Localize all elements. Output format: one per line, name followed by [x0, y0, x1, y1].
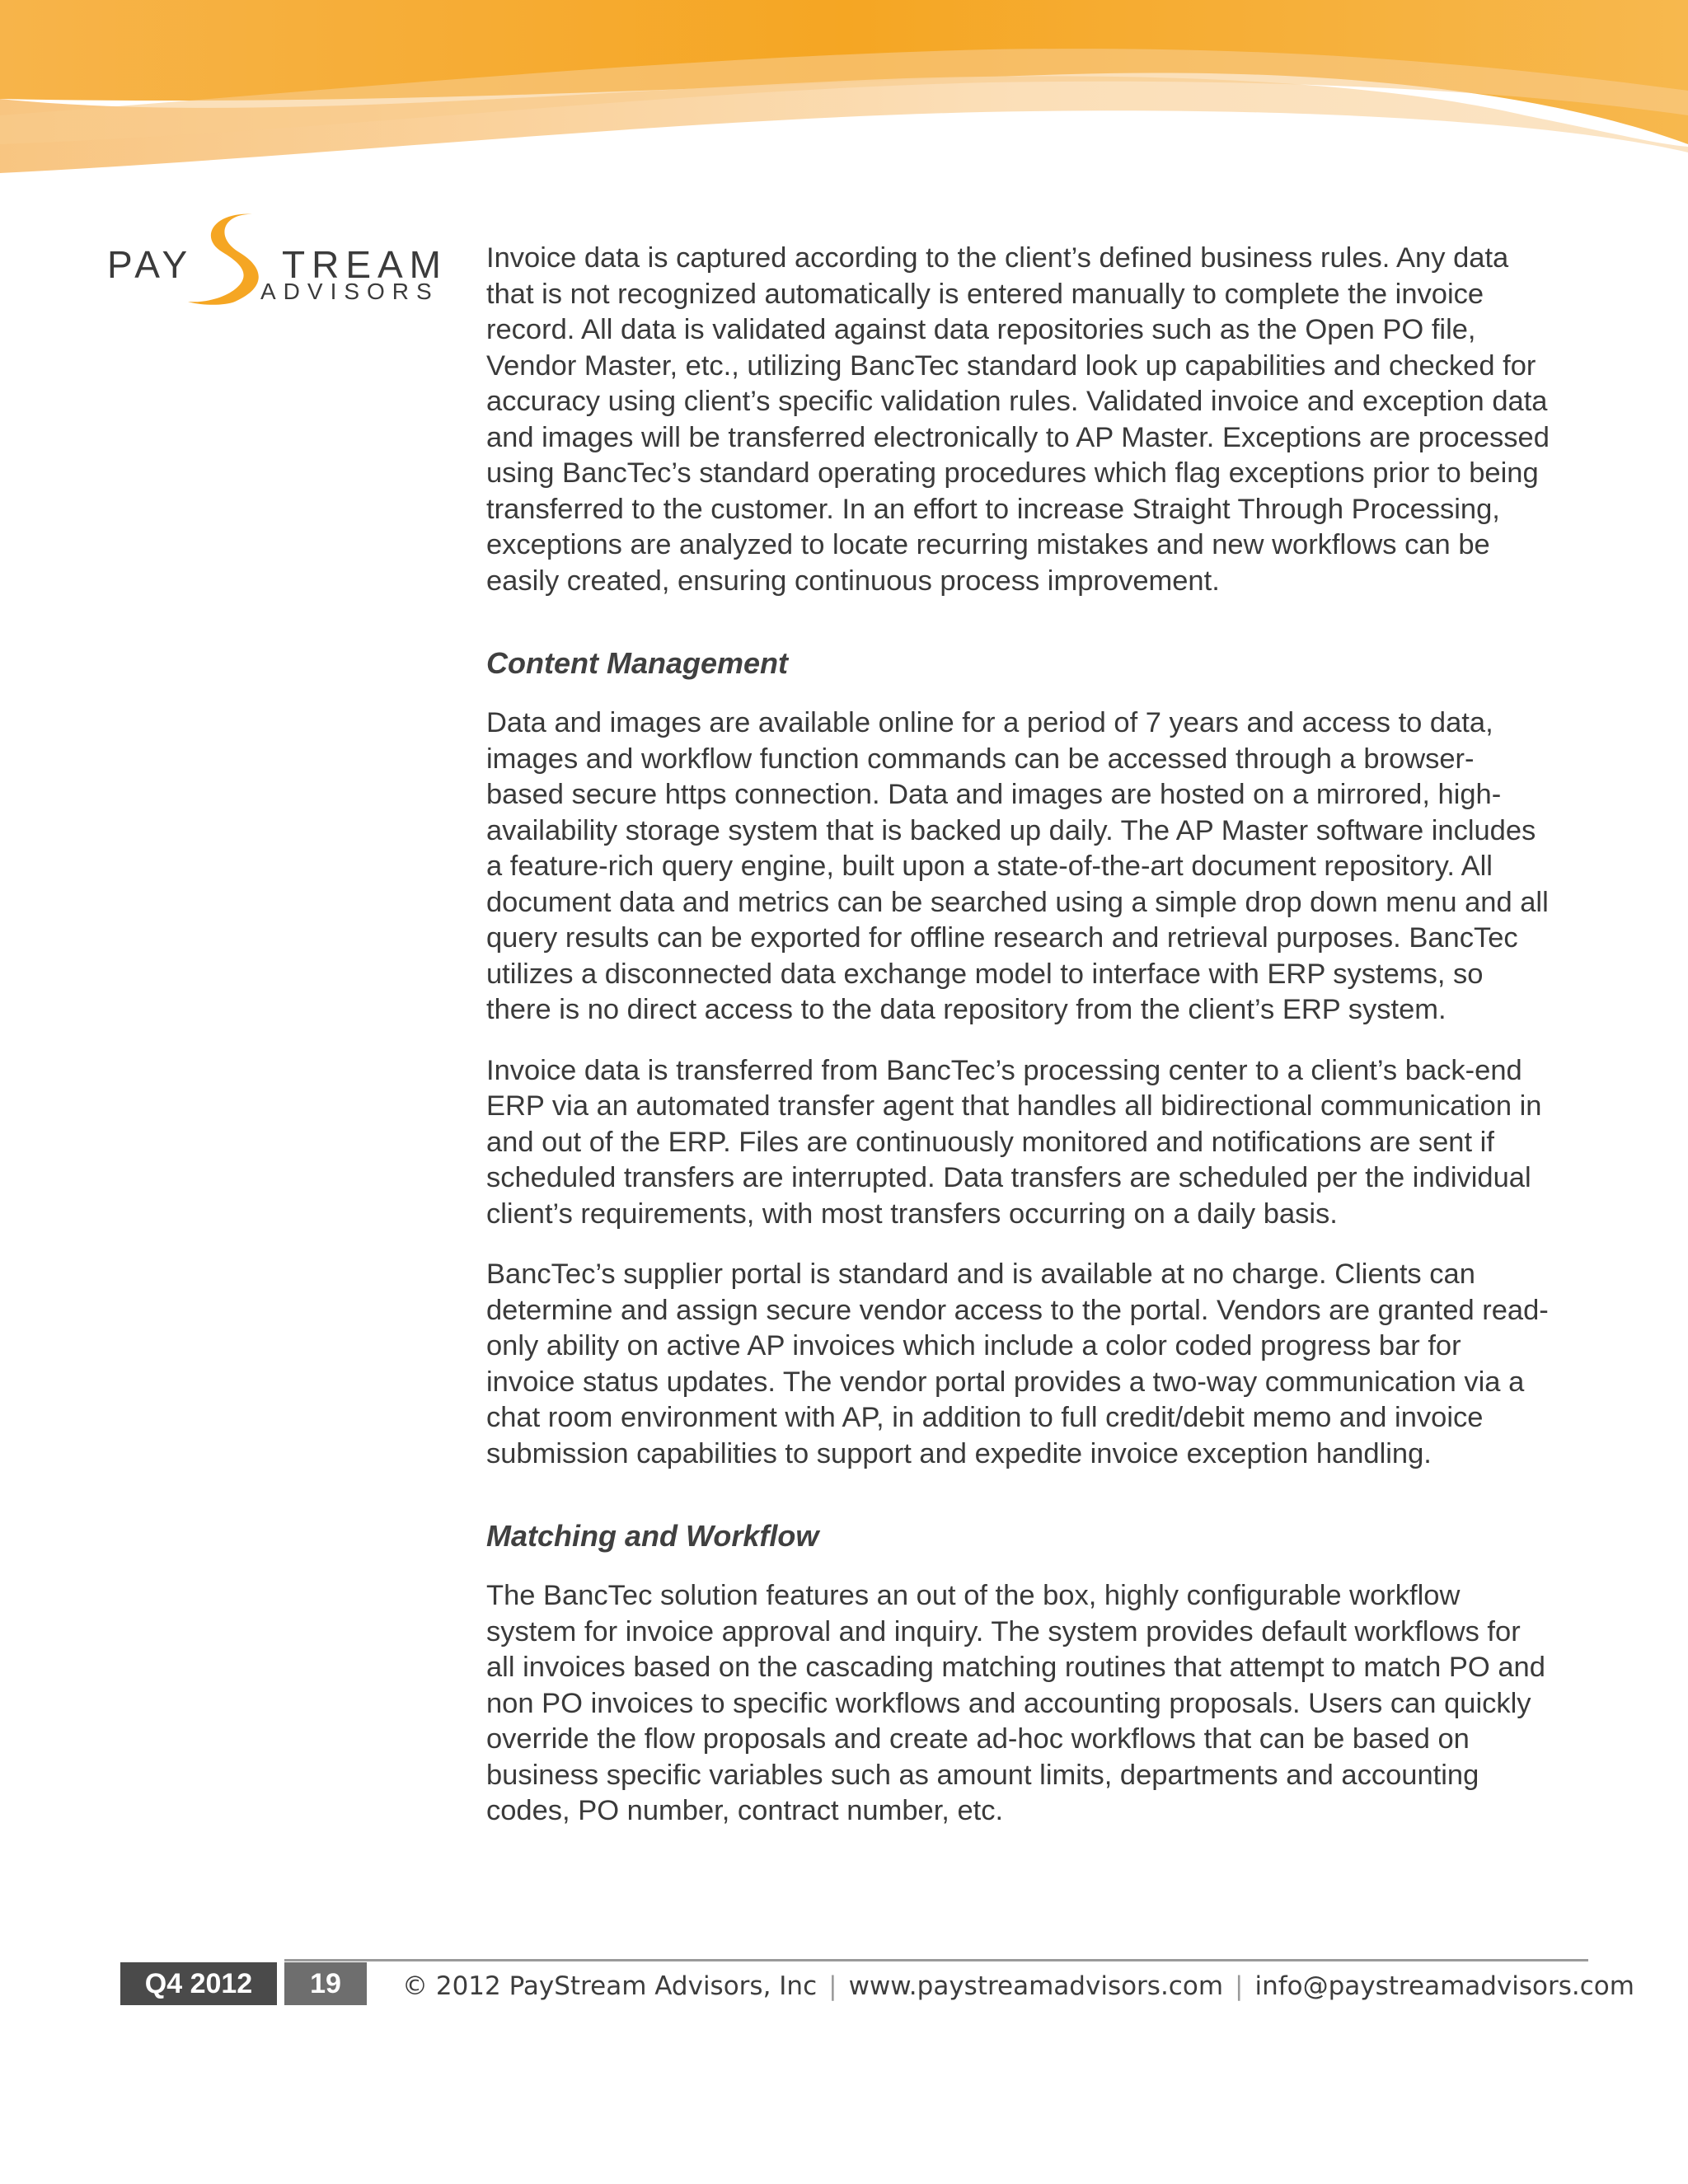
logo-tream-text: TREAM: [282, 243, 448, 286]
paragraph-invoice-capture: Invoice data is captured according to the client’s defined business rules. Any data that is not recognized automatically is entered manually to complete the invoice record. All data is validated against data repositories such as the Open PO file, Vendor Master, etc., utilizing BancTec standard look up capabilities and checked for accuracy using client’s specific validation rules. Validated invoice and exception data and images will be transferred electronically to AP Master. Exceptions are processed using BancTec’s standard operating procedures which flag exceptions prior to being transferred to the customer. In an effort to increase Straight Through Processing, exceptions are analyzed to locate recurring mistakes and new workflows can be easily created, ensuring continuous process improvement.: [486, 242, 1550, 597]
paragraph-matching-workflow: The BancTec solution features an out of the box, highly configurable workflow system for invoice approval and inquiry. The system provides default workflows for all invoices based on the cascading matching routines that attempt to match PO and non PO invoices to specific workflows and accounting proposals. Users can quickly override the flow proposals and create ad-hoc workflows that can be based on business specific variables such as amount limits, departments and accounting codes, PO number, contract number, etc.: [486, 1580, 1545, 1826]
issue-quarter-badge: Q4 2012: [120, 1962, 277, 2005]
footer-website-link[interactable]: www.paystreamadvisors.com: [848, 1971, 1224, 2001]
footer-email-link[interactable]: info@paystreamadvisors.com: [1254, 1971, 1634, 2001]
header-wave-banner: [0, 0, 1688, 198]
page-number-badge: 19: [284, 1962, 367, 2005]
footer-contact-line: [402, 1970, 1634, 2003]
article-body: [486, 241, 1550, 1830]
footer-separator: |: [828, 1971, 837, 2001]
footer-divider: [284, 1959, 1588, 1961]
paragraph-supplier-portal: BancTec’s supplier portal is standard and is available at no charge. Clients can determine and assign secure vendor access to the portal. Vendors are granted read-only ability on active AP invoices which include a color coded progress bar for invoice status updates. The vendor portal provides a two-way communication via a chat room environment with AP, in addition to full credit/debit memo and invoice submission capabilities to support and expedite invoice exception handling.: [486, 1258, 1549, 1469]
paystream-logo: [99, 204, 448, 312]
heading-matching-workflow: Matching and Workflow: [486, 1519, 819, 1553]
logo-advisors-text: ADVISORS: [260, 279, 439, 304]
paragraph-content-management: Data and images are available online for a period of 7 years and access to data, images and workflow function commands can be accessed through a browser-based secure https connection. Data and images are hosted on a mirrored, high-availability storage system that is backed up daily. The AP Master software includes a feature-rich query engine, built upon a state-of-the-art document repository. All document data and metrics can be searched using a simple drop down menu and all query results can be exported for offline research and retrieval purposes. BancTec utilizes a disconnected data exchange model to interface with ERP systems, so there is no direct access to the data repository from the client’s ERP system.: [486, 707, 1549, 1025]
footer-separator: |: [1235, 1971, 1244, 2001]
paragraph-data-transfer: Invoice data is transferred from BancTec’s processing center to a client’s back-end ERP via an automated transfer agent that handles all bidirectional communication in and out of the ERP. Files are continuously monitored and notifications are sent if scheduled transfers are interrupted. Data transfers are scheduled per the individual client’s requirements, with most transfers occurring on a daily basis.: [486, 1054, 1542, 1230]
heading-content-management: Content Management: [486, 646, 789, 680]
logo-pay-text: PAY: [107, 243, 193, 286]
footer-copyright: © 2012 PayStream Advisors, Inc: [402, 1971, 818, 2001]
